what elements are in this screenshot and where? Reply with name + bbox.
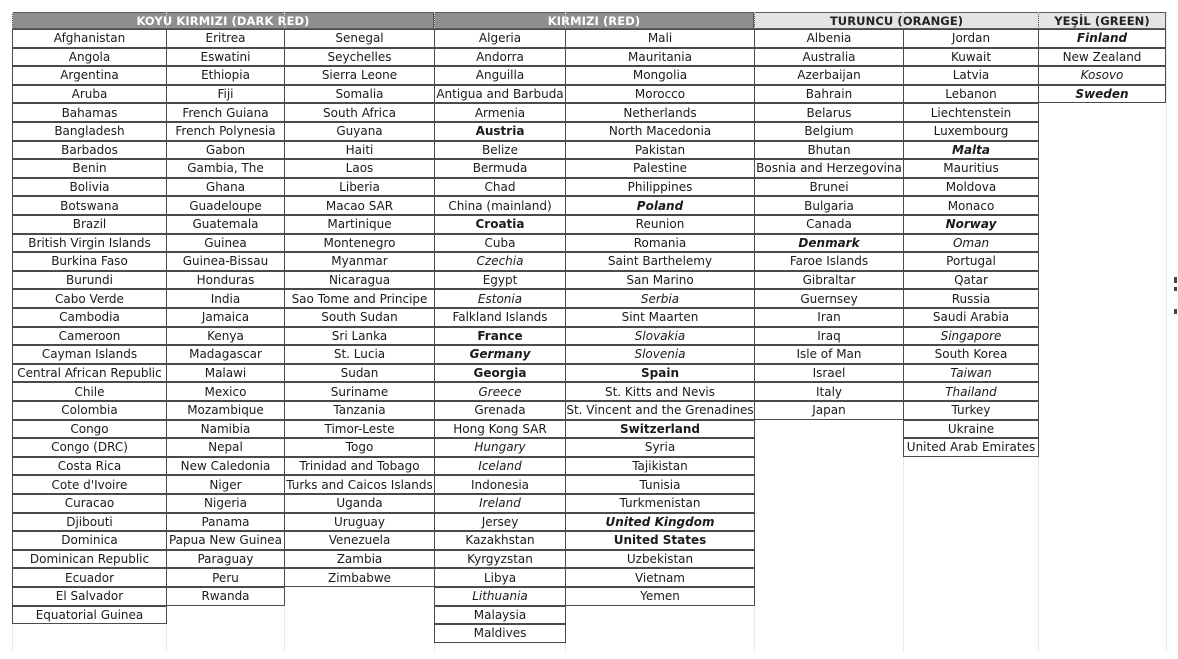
country-cell: Central African Republic [12, 364, 167, 383]
country-cell: Eritrea [166, 29, 285, 48]
country-cell: Syria [565, 438, 755, 457]
country-cell: Kazakhstan [434, 531, 566, 550]
country-cell: Panama [166, 513, 285, 532]
country-cell: Vietnam [565, 568, 755, 587]
country-cell: Venezuela [284, 531, 435, 550]
country-cell: Madagascar [166, 345, 285, 364]
country-cell: Kyrgyzstan [434, 550, 566, 569]
country-cell: Iraq [754, 327, 904, 346]
header-green: YEŞİL (GREEN) [1038, 12, 1166, 29]
country-cell: Bahamas [12, 103, 167, 122]
country-cell: Saint Barthelemy [565, 252, 755, 271]
country-cell: Serbia [565, 289, 755, 308]
country-cell: Malawi [166, 364, 285, 383]
country-cell: Honduras [166, 271, 285, 290]
country-cell: Burundi [12, 271, 167, 290]
country-cell: Bahrain [754, 85, 904, 104]
country-cell: Falkland Islands [434, 308, 566, 327]
country-cell: Nepal [166, 438, 285, 457]
country-cell: Liechtenstein [903, 103, 1039, 122]
country-cell: Congo (DRC) [12, 438, 167, 457]
country-cell: Sweden [1038, 85, 1166, 104]
country-cell: Ethiopia [166, 66, 285, 85]
country-cell: Norway [903, 215, 1039, 234]
country-cell: Jamaica [166, 308, 285, 327]
country-cell: Mauritius [903, 159, 1039, 178]
country-cell: Uruguay [284, 513, 435, 532]
country-cell: Austria [434, 122, 566, 141]
country-cell: Reunion [565, 215, 755, 234]
header-dark-red: KOYU KIRMIZI (DARK RED) [12, 12, 434, 29]
country-cell: South Africa [284, 103, 435, 122]
country-cell: Oman [903, 234, 1039, 253]
country-cell: Estonia [434, 289, 566, 308]
country-cell: Colombia [12, 401, 167, 420]
country-cell: China (mainland) [434, 196, 566, 215]
gridline [1166, 12, 1167, 652]
country-cell: Albenia [754, 29, 904, 48]
country-cell: Mexico [166, 382, 285, 401]
country-cell: Guatemala [166, 215, 285, 234]
country-cell: Lithuania [434, 587, 566, 606]
country-cell: United Kingdom [565, 513, 755, 532]
country-cell: Pakistan [565, 141, 755, 160]
country-cell: Anguilla [434, 66, 566, 85]
country-cell: Indonesia [434, 475, 566, 494]
country-cell: Liberia [284, 178, 435, 197]
country-cell: South Sudan [284, 308, 435, 327]
country-cell: Macao SAR [284, 196, 435, 215]
country-cell: Slovenia [565, 345, 755, 364]
country-cell: Bosnia and Herzegovina [754, 159, 904, 178]
country-cell: Sint Maarten [565, 308, 755, 327]
country-cell: Croatia [434, 215, 566, 234]
country-cell: Uzbekistan [565, 550, 755, 569]
country-cell: Italy [754, 382, 904, 401]
country-cell: Azerbaijan [754, 66, 904, 85]
country-cell: Hungary [434, 438, 566, 457]
country-cell: St. Kitts and Nevis [565, 382, 755, 401]
country-cell: Kuwait [903, 48, 1039, 67]
country-cell: Turks and Caicos Islands [284, 475, 435, 494]
country-cell: Portugal [903, 252, 1039, 271]
country-cell: Tunisia [565, 475, 755, 494]
country-cell: Montenegro [284, 234, 435, 253]
country-cell: Netherlands [565, 103, 755, 122]
country-cell: Bolivia [12, 178, 167, 197]
country-cell: Afghanistan [12, 29, 167, 48]
country-cell: North Macedonia [565, 122, 755, 141]
country-cell: Japan [754, 401, 904, 420]
country-cell: Brazil [12, 215, 167, 234]
country-cell: Barbados [12, 141, 167, 160]
country-cell: Grenada [434, 401, 566, 420]
country-cell: Egypt [434, 271, 566, 290]
country-cell: Latvia [903, 66, 1039, 85]
country-cell: Palestine [565, 159, 755, 178]
country-cell: Peru [166, 568, 285, 587]
country-cell: Armenia [434, 103, 566, 122]
country-cell: French Polynesia [166, 122, 285, 141]
country-cell: Gibraltar [754, 271, 904, 290]
header-orange: TURUNCU (ORANGE) [754, 12, 1039, 29]
country-cell: Morocco [565, 85, 755, 104]
country-cell: Brunei [754, 178, 904, 197]
country-cell: Switzerland [565, 420, 755, 439]
country-cell: St. Vincent and the Grenadines [565, 401, 755, 420]
country-cell: British Virgin Islands [12, 234, 167, 253]
country-cell: Sierra Leone [284, 66, 435, 85]
country-cell: Martinique [284, 215, 435, 234]
country-cell: Maldives [434, 624, 566, 643]
country-cell: El Salvador [12, 587, 167, 606]
country-cell: Slovakia [565, 327, 755, 346]
country-cell: Chad [434, 178, 566, 197]
country-cell: Saudi Arabia [903, 308, 1039, 327]
country-cell: Mozambique [166, 401, 285, 420]
country-cell: Sao Tome and Principe [284, 289, 435, 308]
country-cell: Jersey [434, 513, 566, 532]
country-cell: San Marino [565, 271, 755, 290]
country-cell: Djibouti [12, 513, 167, 532]
country-cell: Nicaragua [284, 271, 435, 290]
country-cell: United Arab Emirates [903, 438, 1039, 457]
country-cell: Tanzania [284, 401, 435, 420]
country-cell: Turkmenistan [565, 494, 755, 513]
country-cell: Bulgaria [754, 196, 904, 215]
country-cell: Myanmar [284, 252, 435, 271]
country-cell: Gabon [166, 141, 285, 160]
country-cell: Aruba [12, 85, 167, 104]
country-cell: Mongolia [565, 66, 755, 85]
country-cell: France [434, 327, 566, 346]
country-cell: Andorra [434, 48, 566, 67]
country-cell: Ireland [434, 494, 566, 513]
country-cell: Timor-Leste [284, 420, 435, 439]
country-cell: Taiwan [903, 364, 1039, 383]
country-cell: Fiji [166, 85, 285, 104]
country-cell: Jordan [903, 29, 1039, 48]
country-cell: Equatorial Guinea [12, 606, 167, 625]
country-cell: Dominican Republic [12, 550, 167, 569]
country-cell: Iceland [434, 457, 566, 476]
country-cell: New Zealand [1038, 48, 1166, 67]
country-cell: Congo [12, 420, 167, 439]
country-cell: Cabo Verde [12, 289, 167, 308]
country-risk-table [12, 12, 1170, 652]
country-cell: United States [565, 531, 755, 550]
country-cell: Yemen [565, 587, 755, 606]
country-cell: Senegal [284, 29, 435, 48]
country-cell: Sudan [284, 364, 435, 383]
country-cell: Mali [565, 29, 755, 48]
country-cell: Somalia [284, 85, 435, 104]
country-cell: Luxembourg [903, 122, 1039, 141]
country-cell: Tajikistan [565, 457, 755, 476]
country-cell: French Guiana [166, 103, 285, 122]
country-cell: Czechia [434, 252, 566, 271]
country-cell: Bermuda [434, 159, 566, 178]
country-cell: Isle of Man [754, 345, 904, 364]
country-cell: Belize [434, 141, 566, 160]
country-cell: Togo [284, 438, 435, 457]
header-red: KIRMIZI (RED) [434, 12, 754, 29]
country-cell: Suriname [284, 382, 435, 401]
country-cell: Spain [565, 364, 755, 383]
country-cell: Israel [754, 364, 904, 383]
country-cell: Mauritania [565, 48, 755, 67]
country-cell: Poland [565, 196, 755, 215]
page-edge-mark [1172, 275, 1178, 315]
country-cell: Ghana [166, 178, 285, 197]
country-cell: Namibia [166, 420, 285, 439]
country-cell: Singapore [903, 327, 1039, 346]
country-cell: Philippines [565, 178, 755, 197]
country-cell: Romania [565, 234, 755, 253]
country-cell: Cambodia [12, 308, 167, 327]
country-cell: Costa Rica [12, 457, 167, 476]
country-cell: Nigeria [166, 494, 285, 513]
country-cell: Benin [12, 159, 167, 178]
country-cell: Ukraine [903, 420, 1039, 439]
country-cell: Paraguay [166, 550, 285, 569]
country-cell: Guinea-Bissau [166, 252, 285, 271]
country-cell: Sri Lanka [284, 327, 435, 346]
country-cell: Georgia [434, 364, 566, 383]
country-cell: Seychelles [284, 48, 435, 67]
country-cell: New Caledonia [166, 457, 285, 476]
country-cell: Eswatini [166, 48, 285, 67]
country-cell: Iran [754, 308, 904, 327]
country-cell: Angola [12, 48, 167, 67]
country-cell: Denmark [754, 234, 904, 253]
country-cell: Zambia [284, 550, 435, 569]
country-cell: Moldova [903, 178, 1039, 197]
country-cell: Dominica [12, 531, 167, 550]
country-cell: Belarus [754, 103, 904, 122]
country-cell: Guyana [284, 122, 435, 141]
country-cell: Guadeloupe [166, 196, 285, 215]
country-cell: Kosovo [1038, 66, 1166, 85]
country-cell: Rwanda [166, 587, 285, 606]
country-cell: Libya [434, 568, 566, 587]
country-cell: Malaysia [434, 606, 566, 625]
country-cell: Argentina [12, 66, 167, 85]
country-cell: Cote d'Ivoire [12, 475, 167, 494]
country-cell: Russia [903, 289, 1039, 308]
country-cell: Canada [754, 215, 904, 234]
country-cell: Cameroon [12, 327, 167, 346]
country-cell: Australia [754, 48, 904, 67]
country-cell: Lebanon [903, 85, 1039, 104]
country-cell: Guinea [166, 234, 285, 253]
country-cell: Gambia, The [166, 159, 285, 178]
country-cell: Papua New Guinea [166, 531, 285, 550]
country-cell: Bangladesh [12, 122, 167, 141]
country-cell: Monaco [903, 196, 1039, 215]
country-cell: Chile [12, 382, 167, 401]
country-cell: Uganda [284, 494, 435, 513]
country-cell: Qatar [903, 271, 1039, 290]
country-cell: Burkina Faso [12, 252, 167, 271]
country-cell: Trinidad and Tobago [284, 457, 435, 476]
country-cell: Malta [903, 141, 1039, 160]
country-cell: Zimbabwe [284, 568, 435, 587]
country-cell: Belgium [754, 122, 904, 141]
country-cell: Niger [166, 475, 285, 494]
country-cell: Bhutan [754, 141, 904, 160]
country-cell: Finland [1038, 29, 1166, 48]
country-cell: Algeria [434, 29, 566, 48]
country-cell: Hong Kong SAR [434, 420, 566, 439]
country-cell: Guernsey [754, 289, 904, 308]
country-cell: India [166, 289, 285, 308]
country-cell: South Korea [903, 345, 1039, 364]
country-cell: Laos [284, 159, 435, 178]
country-cell: Germany [434, 345, 566, 364]
country-cell: Haiti [284, 141, 435, 160]
country-cell: Thailand [903, 382, 1039, 401]
country-cell: Cuba [434, 234, 566, 253]
country-cell: Turkey [903, 401, 1039, 420]
country-cell: Greece [434, 382, 566, 401]
country-cell: Faroe Islands [754, 252, 904, 271]
country-cell: Curacao [12, 494, 167, 513]
country-cell: Botswana [12, 196, 167, 215]
country-cell: Ecuador [12, 568, 167, 587]
country-cell: Cayman Islands [12, 345, 167, 364]
country-cell: Antigua and Barbuda [434, 85, 566, 104]
country-cell: St. Lucia [284, 345, 435, 364]
country-cell: Kenya [166, 327, 285, 346]
